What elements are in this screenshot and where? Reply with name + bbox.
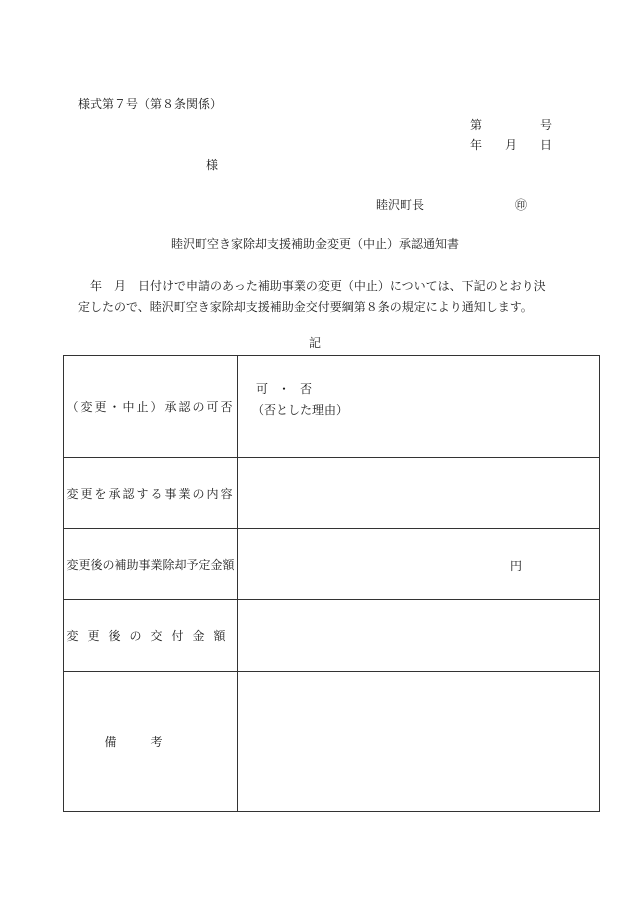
document-title: 睦沢町空き家除却支援補助金変更（中止）承認通知書 (170, 237, 459, 251)
addressee-honorific: 様 (206, 158, 219, 172)
form-number: 様式第７号（第８条関係） (78, 97, 223, 111)
content-label-text: 変更を承認する事業の内容 (66, 486, 235, 501)
ki-heading: 記 (308, 336, 321, 350)
grant-amount-value (238, 600, 600, 672)
planned-amount-value (238, 529, 600, 600)
sender-name: 睦沢町長 (376, 198, 425, 212)
grant-amount-label (64, 600, 238, 672)
table-row-planned-amount (64, 529, 600, 600)
detail-table (63, 355, 600, 812)
rejection-reason-label: （否とした理由） (252, 403, 349, 417)
table-row-remarks (64, 672, 600, 812)
date-year: 年 (470, 138, 483, 152)
yen-unit: 円 (509, 559, 522, 573)
document-number (470, 119, 552, 131)
content-value (238, 458, 600, 529)
remarks-label-text: 備考 (104, 735, 197, 749)
approval-value (238, 356, 600, 458)
seal-mark: ㊞ (515, 198, 528, 212)
document-number-suffix: 号 (539, 118, 552, 132)
table-row-grant-amount (64, 600, 600, 672)
remarks-label (64, 672, 238, 812)
remarks-value (238, 672, 600, 812)
document-date (470, 139, 552, 151)
planned-amount-label-text: 変更後の補助事業除却予定金額 (66, 557, 235, 572)
approval-label-text: （変更・中止）承認の可否 (66, 400, 235, 414)
planned-amount-label (64, 529, 238, 600)
approval-label (64, 356, 238, 458)
approval-options: 可・否 (256, 382, 323, 396)
document-number-prefix: 第 (470, 118, 483, 132)
table-row-approval (64, 356, 600, 458)
content-label (64, 458, 238, 529)
table-row-content (64, 458, 600, 529)
date-month: 月 (504, 138, 517, 152)
date-day: 日 (539, 138, 552, 152)
grant-amount-label-text: 変更後の交付金額 (66, 629, 235, 643)
notification-body: 年 月 日付けで申請のあった補助事業の変更（中止）については、下記のとおり決定したので、睦沢町空き家除却支援補助金交付要綱第８条の規定により通知します。 (78, 279, 546, 314)
